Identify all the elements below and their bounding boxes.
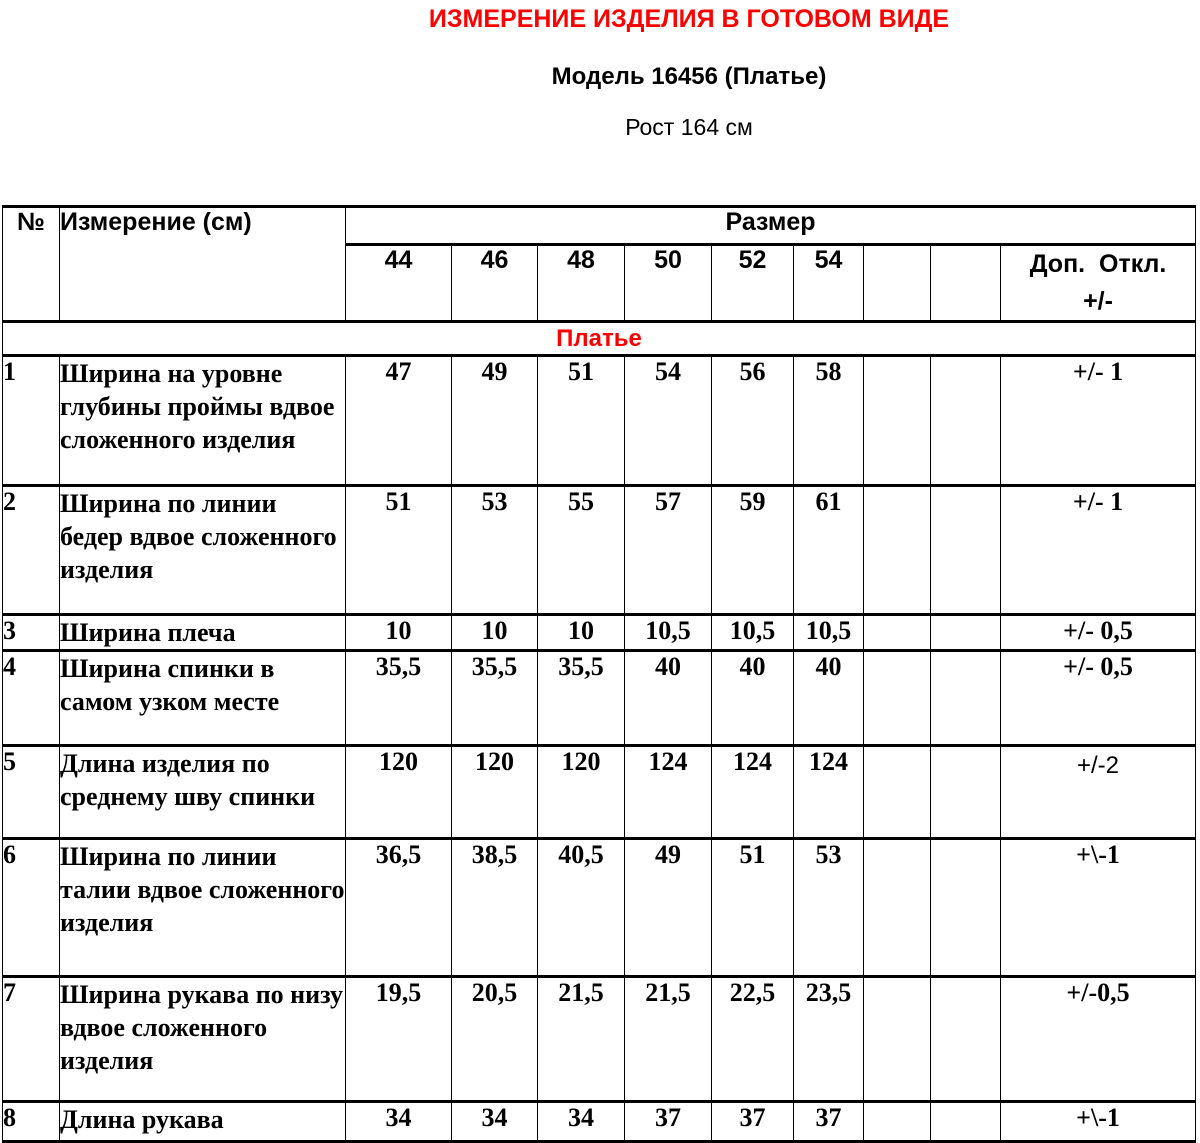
size-value: 53 — [794, 839, 864, 977]
size-value: 40 — [625, 651, 712, 746]
size-value: 120 — [346, 746, 452, 839]
row-number: 6 — [3, 839, 60, 977]
num-column-header: № — [3, 207, 60, 322]
section-label: Платье — [3, 322, 1196, 356]
empty-cell — [864, 977, 931, 1102]
tolerance-value: +/- 0,5 — [1001, 615, 1196, 651]
size-group-header: Размер — [346, 207, 1196, 245]
model-subtitle: Модель 16456 (Платье) — [551, 63, 827, 90]
size-value: 56 — [712, 356, 794, 486]
size-value: 51 — [346, 486, 452, 615]
section-row — [3, 322, 1196, 356]
table-row — [3, 356, 1196, 486]
size-value: 124 — [794, 746, 864, 839]
size-header: 54 — [794, 245, 864, 322]
size-value: 49 — [452, 356, 538, 486]
table-row — [3, 486, 1196, 615]
measurement-name: Длина изделия по среднему шву спинки — [60, 746, 346, 839]
measurement-table — [2, 205, 1196, 1143]
size-value: 40,5 — [538, 839, 625, 977]
row-number: 4 — [3, 651, 60, 746]
size-value: 120 — [538, 746, 625, 839]
table-header-row-1 — [3, 207, 1196, 245]
document-header — [0, 4, 1200, 142]
size-value: 35,5 — [346, 651, 452, 746]
empty-cell — [864, 1102, 931, 1142]
table-row — [3, 651, 1196, 746]
size-header-empty — [931, 245, 1001, 322]
table-row — [3, 746, 1196, 839]
tolerance-header-line1: Доп. Откл. — [1029, 250, 1167, 278]
measurement-column-header: Измерение (см) — [60, 207, 346, 322]
tolerance-value: +/- 0,5 — [1001, 651, 1196, 746]
size-value: 34 — [452, 1102, 538, 1142]
empty-cell — [864, 839, 931, 977]
document-title: ИЗМЕРЕНИЕ ИЗДЕЛИЯ В ГОТОВОМ ВИДЕ — [428, 5, 950, 33]
measurement-name: Ширина плеча — [60, 615, 346, 651]
size-value: 10 — [346, 615, 452, 651]
size-value: 40 — [712, 651, 794, 746]
size-value: 10 — [538, 615, 625, 651]
empty-cell — [864, 651, 931, 746]
size-value: 124 — [712, 746, 794, 839]
size-value: 10 — [452, 615, 538, 651]
size-value: 61 — [794, 486, 864, 615]
size-value: 35,5 — [452, 651, 538, 746]
table-row — [3, 615, 1196, 651]
size-header-empty — [864, 245, 931, 322]
size-value: 37 — [712, 1102, 794, 1142]
empty-cell — [864, 615, 931, 651]
measurement-name: Длина рукава — [60, 1102, 346, 1142]
empty-cell — [931, 977, 1001, 1102]
tolerance-column-header — [1001, 245, 1196, 322]
tolerance-value: +/- 1 — [1001, 486, 1196, 615]
size-value: 51 — [538, 356, 625, 486]
size-value: 34 — [346, 1102, 452, 1142]
size-value: 40 — [794, 651, 864, 746]
measurement-name: Ширина на уровне глубины проймы вдвое сложенного изделия — [60, 356, 346, 486]
empty-cell — [931, 839, 1001, 977]
row-number: 5 — [3, 746, 60, 839]
empty-cell — [864, 746, 931, 839]
measurement-name: Ширина по линии бедер вдвое сложенного изделия — [60, 486, 346, 615]
size-header: 52 — [712, 245, 794, 322]
size-header: 46 — [452, 245, 538, 322]
size-value: 54 — [625, 356, 712, 486]
size-value: 35,5 — [538, 651, 625, 746]
height-note: Рост 164 см — [625, 114, 753, 140]
size-value: 124 — [625, 746, 712, 839]
empty-cell — [931, 1102, 1001, 1142]
tolerance-value: +\-1 — [1001, 1102, 1196, 1142]
size-header: 48 — [538, 245, 625, 322]
table-row — [3, 839, 1196, 977]
row-number: 8 — [3, 1102, 60, 1142]
empty-cell — [931, 615, 1001, 651]
size-value: 19,5 — [346, 977, 452, 1102]
size-value: 21,5 — [625, 977, 712, 1102]
table-row — [3, 1102, 1196, 1142]
row-number: 3 — [3, 615, 60, 651]
empty-cell — [931, 651, 1001, 746]
measurement-name: Ширина по линии талии вдвое сложенного изделия — [60, 839, 346, 977]
size-value: 10,5 — [712, 615, 794, 651]
measurement-name: Ширина рукава по низу вдвое сложенного изделия — [60, 977, 346, 1102]
size-value: 23,5 — [794, 977, 864, 1102]
size-value: 10,5 — [794, 615, 864, 651]
size-value: 58 — [794, 356, 864, 486]
measurement-name: Ширина спинки в самом узком месте — [60, 651, 346, 746]
empty-cell — [931, 356, 1001, 486]
row-number: 7 — [3, 977, 60, 1102]
size-value: 20,5 — [452, 977, 538, 1102]
size-header: 44 — [346, 245, 452, 322]
empty-cell — [864, 356, 931, 486]
size-value: 38,5 — [452, 839, 538, 977]
size-value: 120 — [452, 746, 538, 839]
table-row — [3, 977, 1196, 1102]
size-header: 50 — [625, 245, 712, 322]
size-value: 22,5 — [712, 977, 794, 1102]
tolerance-value: +/-0,5 — [1001, 977, 1196, 1102]
size-value: 34 — [538, 1102, 625, 1142]
row-number: 1 — [3, 356, 60, 486]
size-value: 21,5 — [538, 977, 625, 1102]
size-value: 59 — [712, 486, 794, 615]
size-value: 49 — [625, 839, 712, 977]
tolerance-value: +/-2 — [1001, 746, 1196, 839]
row-number: 2 — [3, 486, 60, 615]
size-value: 36,5 — [346, 839, 452, 977]
tolerance-header-line2: +/- — [1083, 287, 1113, 315]
size-value: 57 — [625, 486, 712, 615]
empty-cell — [931, 486, 1001, 615]
tolerance-value: +/- 1 — [1001, 356, 1196, 486]
size-value: 53 — [452, 486, 538, 615]
empty-cell — [931, 746, 1001, 839]
size-value: 37 — [794, 1102, 864, 1142]
size-value: 47 — [346, 356, 452, 486]
size-value: 37 — [625, 1102, 712, 1142]
size-value: 51 — [712, 839, 794, 977]
empty-cell — [864, 486, 931, 615]
tolerance-value: +\-1 — [1001, 839, 1196, 977]
size-value: 10,5 — [625, 615, 712, 651]
size-value: 55 — [538, 486, 625, 615]
